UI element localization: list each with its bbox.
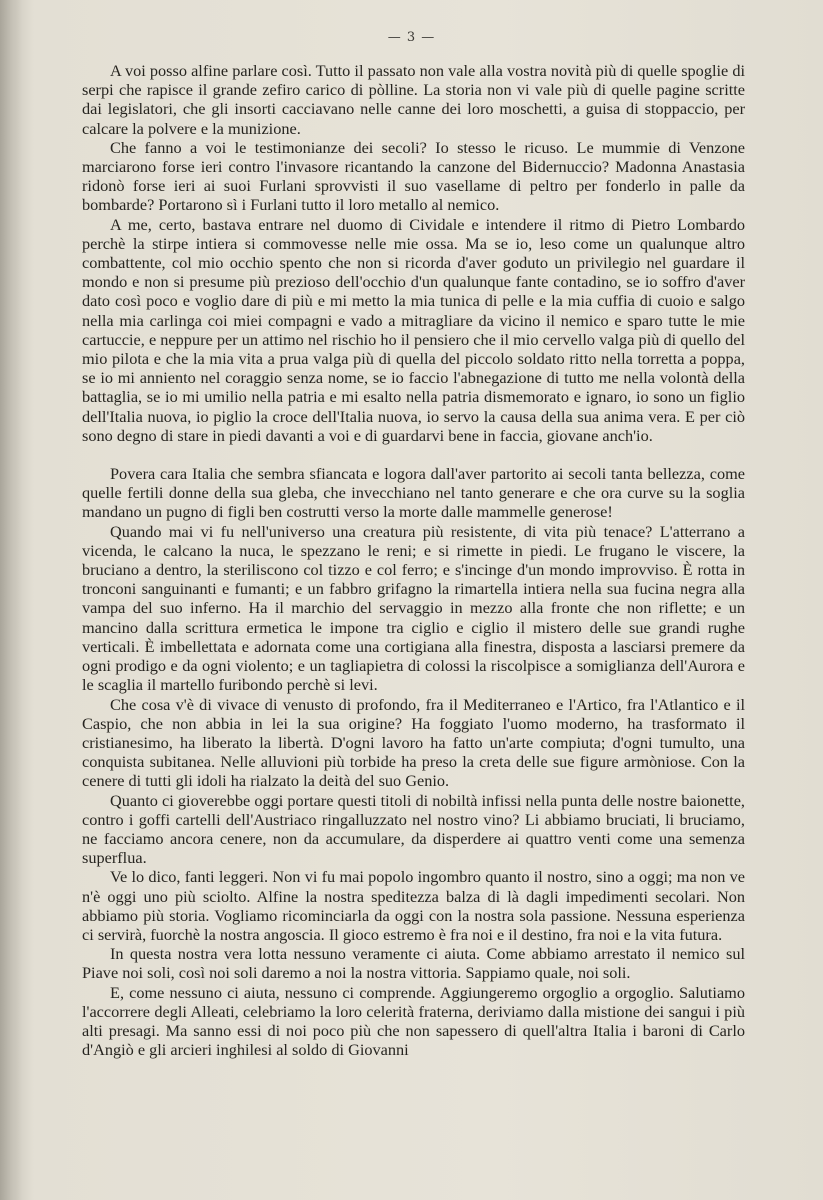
paragraph-6: Che cosa v'è di vivace di venusto di profondo, fra il Mediterraneo e l'Artico, fra l'Atlantico e il Caspio, che non abbia in lei la sua origine? Ha foggiato l'uomo moderno, ha trasformato il cristianesimo, ha liberato la libertà. D'ogni lavoro ha fatto un'arte compiuta; d'ogni tumulto, una conquista subitanea. Nelle alluvioni più torbide ha preso la creta delle sue figure armòniose. Con la cenere di tutti gli idoli ha rialzato la deità del suo Genio.	[82, 694, 745, 791]
paragraph-10: E, come nessuno ci aiuta, nessuno ci comprende. Aggiungeremo orgoglio a orgoglio. Salutiamo l'accorrere degli Alleati, celebriamo la loro celerità fraterna, deriviamo dalla mistione dei sangui i più alti presagi. Ma sanno essi di noi poco più che non sapessero di quell'altra Italia i baroni di Carlo d'Angiò e gli arcieri inghilesi al soldo di Giovanni	[82, 982, 745, 1060]
paragraph-1: A voi posso alfine parlare così. Tutto il passato non vale alla vostra novità più di quelle spoglie di serpi che rapisce il grande zefiro carico di pòlline. La storia non vi vale più di quelle pagine scritte dai legislatori, che gli insorti cacciavano nelle canne dei loro moschetti, a guisa di stoppaccio, per calcare la polvere e la munizione.	[82, 61, 745, 138]
body-text	[82, 61, 745, 1059]
page-number: — 3 —	[387, 30, 436, 45]
paragraph-2: Che fanno a voi le testimonianze dei secoli? Io stesso le ricuso. Le mummie di Venzone marciarono forse ieri contro l'invasore ricantando la canzone del Bidernuccio? Madonna Anastasia ridonò forse ieri ai suoi Furlani sprovvisti il suo vasellame di peltro per fonderlo in palle da bombarde? Portarono sì i Furlani tutto il loro metallo al nemico.	[82, 137, 745, 215]
paragraph-3: A me, certo, bastava entrare nel duomo di Cividale e intendere il ritmo di Pietro Lombardo perchè la stirpe intiera si commovesse nelle mie ossa. Ma se io, leso come un qualunque altro combattente, col mio occhio spento che non si ricorda d'aver goduto un privilegio nel guardare il mondo e non si presume più prezioso dell'occhio d'un qualunque fante contadino, se io soffro d'aver dato così poco e voglio dare di più e mi metto la mia tunica di pelle e la mia cuffia di cuoio e salgo nella mia carlinga coi miei compagni e vado a mitragliare da vicino il nemico e sparo tutte le mie cartuccie, e neppure per un attimo nel rischio ho il pensiero che il mio cervello valga più di quello del mio pilota e che la mia vita a prua valga più di quella del piccolo soldato ritto nella torretta a poppa, se io mi anniento nel coraggio senza nome, se io faccio l'abnegazione di tutto me nella volontà della battaglia, se io mi umilio nella patria e mi esalto nella patria dismemorato e ignaro, io sono un figlio dell'Italia nuova, io piglio la croce dell'Italia nuova, io servo la causa della sua anima vera. E per ciò sono degno di stare in piedi davanti a voi e di guardarvi bene in faccia, giovane anch'io.	[82, 214, 745, 445]
paragraph-8: Ve lo dico, fanti leggeri. Non vi fu mai popolo ingombro quanto il nostro, sino a oggi; ma non ve n'è oggi uno più sciolto. Alfine la nostra speditezza balza di là dagli impedimenti secolari. Non abbiamo più storia. Vogliamo ricominciarla da oggi con la nostra sola passione. Nessuna esperienza ci servirà, fuorchè la nostra angoscia. Il gioco estremo è fra noi e il destino, fra noi e la vita futura.	[82, 867, 745, 944]
paragraph-5: Quando mai vi fu nell'universo una creatura più resistente, di vita più tenace? L'atterrano a vicenda, le calcano la nuca, le spezzano le reni; e si rimette in piedi. Le frugano le viscere, la bruciano a dentro, la steriliscono col tizzo e col ferro; e s'incinge d'un mondo improvviso. È rotta in tronconi sanguinanti e fumanti; e un fabbro grifagno la rimartella intiera nella sua fucina negra alla vampa del suo inferno. Ha il marchio del servaggio in mezzo alla fronte che non riflette; e un mancino dalla scrittura ermetica le impone tra ciglio e ciglio il mistero delle sue grandi rughe verticali. È imbellettata e adornata come una cortigiana alla finestra, disposta a lasciarsi premere da ogni prodigo e da ogni violento; e un tagliapietra di colossi la riscolpisce a somiglianza dell'Aurora e le scaglia il martello furibondo perchè si levi.	[82, 521, 745, 695]
paragraph-7: Quanto ci gioverebbe oggi portare questi titoli di nobiltà infissi nella punta delle nostre baionette, contro i goffi cartelli dell'Austriaco ringalluzzato nel nostro vino? Li abbiamo bruciati, li bruciamo, ne facciamo ancora cenere, non da accumulare, da disperdere ai quattro venti come una semenza superflua.	[82, 790, 745, 868]
page-fold-shadow	[0, 0, 22, 1200]
paragraph-4: Povera cara Italia che sembra sfiancata e logora dall'aver partorito ai secoli tanta bellezza, come quelle fertili donne della sua gleba, che invecchiano nel tanto generare e che ora curve su la soglia mandano un pugno di figli ben costrutti verso la morte dalle mammelle generose!	[82, 464, 745, 522]
paragraph-9: In questa nostra vera lotta nessuno veramente ci aiuta. Come abbiamo arrestato il nemico sul Piave noi soli, così noi soli daremo a noi la nostra vittoria. Sappiamo quale, noi soli.	[82, 944, 745, 983]
